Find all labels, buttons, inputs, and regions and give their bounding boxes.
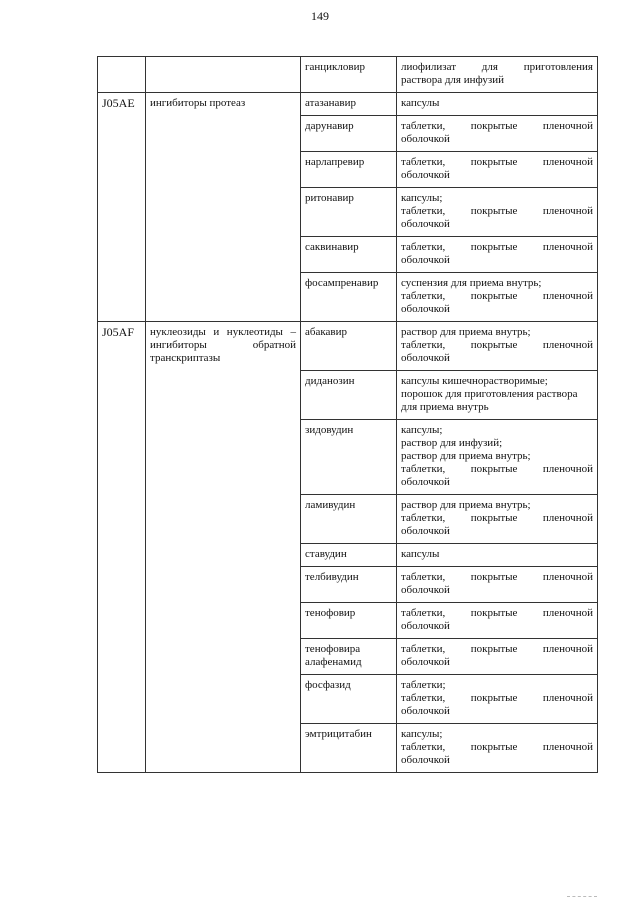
atc-code-cell bbox=[98, 57, 146, 93]
dosage-form-line: оболочкой bbox=[401, 476, 450, 488]
dosage-form-line: таблетки, покрытые пленочной bbox=[401, 512, 593, 524]
dosage-form-line: капсулы; bbox=[401, 192, 443, 204]
drug-group-cell: нуклеозиды и нуклеотиды – ингибиторы обратной транскриптазы bbox=[146, 322, 301, 773]
drug-group-cell: ингибиторы протеаз bbox=[146, 93, 301, 322]
dosage-form-line: порошок для приготовления раствора bbox=[401, 388, 578, 400]
drug-name-cell: фосампренавир bbox=[301, 273, 397, 322]
dosage-form-cell bbox=[397, 57, 598, 93]
dosage-form-line: капсулы; bbox=[401, 728, 443, 740]
dosage-form-line: раствор для инфузий; bbox=[401, 437, 503, 449]
drug-name-cell: телбивудин bbox=[301, 567, 397, 603]
dosage-form-cell bbox=[397, 93, 598, 116]
drug-name-cell: ламивудин bbox=[301, 495, 397, 544]
dosage-form-cell bbox=[397, 188, 598, 237]
drug-name-cell: диданозин bbox=[301, 371, 397, 420]
dosage-form-line: раствор для приема внутрь; bbox=[401, 326, 531, 338]
dosage-form-line: таблетки, покрытые пленочной bbox=[401, 290, 593, 302]
table-body bbox=[98, 57, 598, 773]
dosage-form-line: капсулы bbox=[401, 97, 440, 109]
drug-name-cell: дарунавир bbox=[301, 116, 397, 152]
dosage-form-line: таблетки, покрытые пленочной bbox=[401, 571, 593, 583]
dosage-form-line: оболочкой bbox=[401, 303, 450, 315]
dosage-form-line: лиофилизат для приготовления bbox=[401, 61, 593, 73]
dosage-form-line: таблетки, покрытые пленочной bbox=[401, 120, 593, 132]
drug-name-cell: ритонавир bbox=[301, 188, 397, 237]
drug-name-cell: ганцикловир bbox=[301, 57, 397, 93]
dosage-form-cell bbox=[397, 371, 598, 420]
dosage-form-line: таблетки, покрытые пленочной bbox=[401, 205, 593, 217]
dosage-form-cell bbox=[397, 495, 598, 544]
table-row bbox=[98, 57, 598, 93]
drug-table bbox=[97, 56, 598, 773]
drug-name-cell: тенофовир bbox=[301, 603, 397, 639]
table-row bbox=[98, 93, 598, 116]
dosage-form-line: оболочкой bbox=[401, 705, 450, 717]
drug-name-cell: зидовудин bbox=[301, 420, 397, 495]
dosage-form-cell bbox=[397, 639, 598, 675]
dosage-form-line: таблетки; bbox=[401, 679, 446, 691]
dosage-form-cell bbox=[397, 237, 598, 273]
dosage-form-line: оболочкой bbox=[401, 656, 450, 668]
dosage-form-cell bbox=[397, 420, 598, 495]
dosage-form-line: оболочкой bbox=[401, 254, 450, 266]
dosage-form-line: для приема внутрь bbox=[401, 401, 489, 413]
drug-group-cell bbox=[146, 57, 301, 93]
dosage-form-line: капсулы кишечнорастворимые; bbox=[401, 375, 548, 387]
atc-code-cell: J05AF bbox=[98, 322, 146, 773]
dosage-form-cell bbox=[397, 567, 598, 603]
dosage-form-line: оболочкой bbox=[401, 218, 450, 230]
drug-name-cell: ставудин bbox=[301, 544, 397, 567]
dosage-form-line: оболочкой bbox=[401, 169, 450, 181]
drug-name-cell: фосфазид bbox=[301, 675, 397, 724]
dosage-form-cell bbox=[397, 603, 598, 639]
dosage-form-cell bbox=[397, 116, 598, 152]
dosage-form-line: таблетки, покрытые пленочной bbox=[401, 156, 593, 168]
page-number: 149 bbox=[311, 9, 329, 23]
dosage-form-cell bbox=[397, 152, 598, 188]
dosage-form-line: таблетки, покрытые пленочной bbox=[401, 463, 593, 475]
atc-code-cell: J05AE bbox=[98, 93, 146, 322]
drug-name-cell: атазанавир bbox=[301, 93, 397, 116]
dosage-form-line: капсулы bbox=[401, 548, 440, 560]
dosage-form-line: таблетки, покрытые пленочной bbox=[401, 607, 593, 619]
dosage-form-line: таблетки, покрытые пленочной bbox=[401, 643, 593, 655]
dosage-form-line: оболочкой bbox=[401, 352, 450, 364]
scan-mark bbox=[567, 896, 597, 897]
dosage-form-cell bbox=[397, 544, 598, 567]
dosage-form-cell bbox=[397, 675, 598, 724]
drug-name-cell: эмтрицитабин bbox=[301, 724, 397, 773]
dosage-form-cell bbox=[397, 724, 598, 773]
dosage-form-line: оболочкой bbox=[401, 584, 450, 596]
dosage-form-line: оболочкой bbox=[401, 754, 450, 766]
dosage-form-line: раствора для инфузий bbox=[401, 74, 504, 86]
dosage-form-line: раствор для приема внутрь; bbox=[401, 450, 531, 462]
table-row bbox=[98, 322, 598, 371]
dosage-form-line: оболочкой bbox=[401, 133, 450, 145]
dosage-form-line: суспензия для приема внутрь; bbox=[401, 277, 542, 289]
dosage-form-line: капсулы; bbox=[401, 424, 443, 436]
dosage-form-cell bbox=[397, 273, 598, 322]
dosage-form-line: оболочкой bbox=[401, 525, 450, 537]
dosage-form-line: таблетки, покрытые пленочной bbox=[401, 692, 593, 704]
dosage-form-line: таблетки, покрытые пленочной bbox=[401, 339, 593, 351]
dosage-form-line: оболочкой bbox=[401, 620, 450, 632]
dosage-form-line: таблетки, покрытые пленочной bbox=[401, 241, 593, 253]
drug-name-cell: тенофовира алафенамид bbox=[301, 639, 397, 675]
drug-name-cell: абакавир bbox=[301, 322, 397, 371]
drug-name-cell: саквинавир bbox=[301, 237, 397, 273]
dosage-form-line: таблетки, покрытые пленочной bbox=[401, 741, 593, 753]
dosage-form-cell bbox=[397, 322, 598, 371]
drug-name-cell: нарлапревир bbox=[301, 152, 397, 188]
dosage-form-line: раствор для приема внутрь; bbox=[401, 499, 531, 511]
